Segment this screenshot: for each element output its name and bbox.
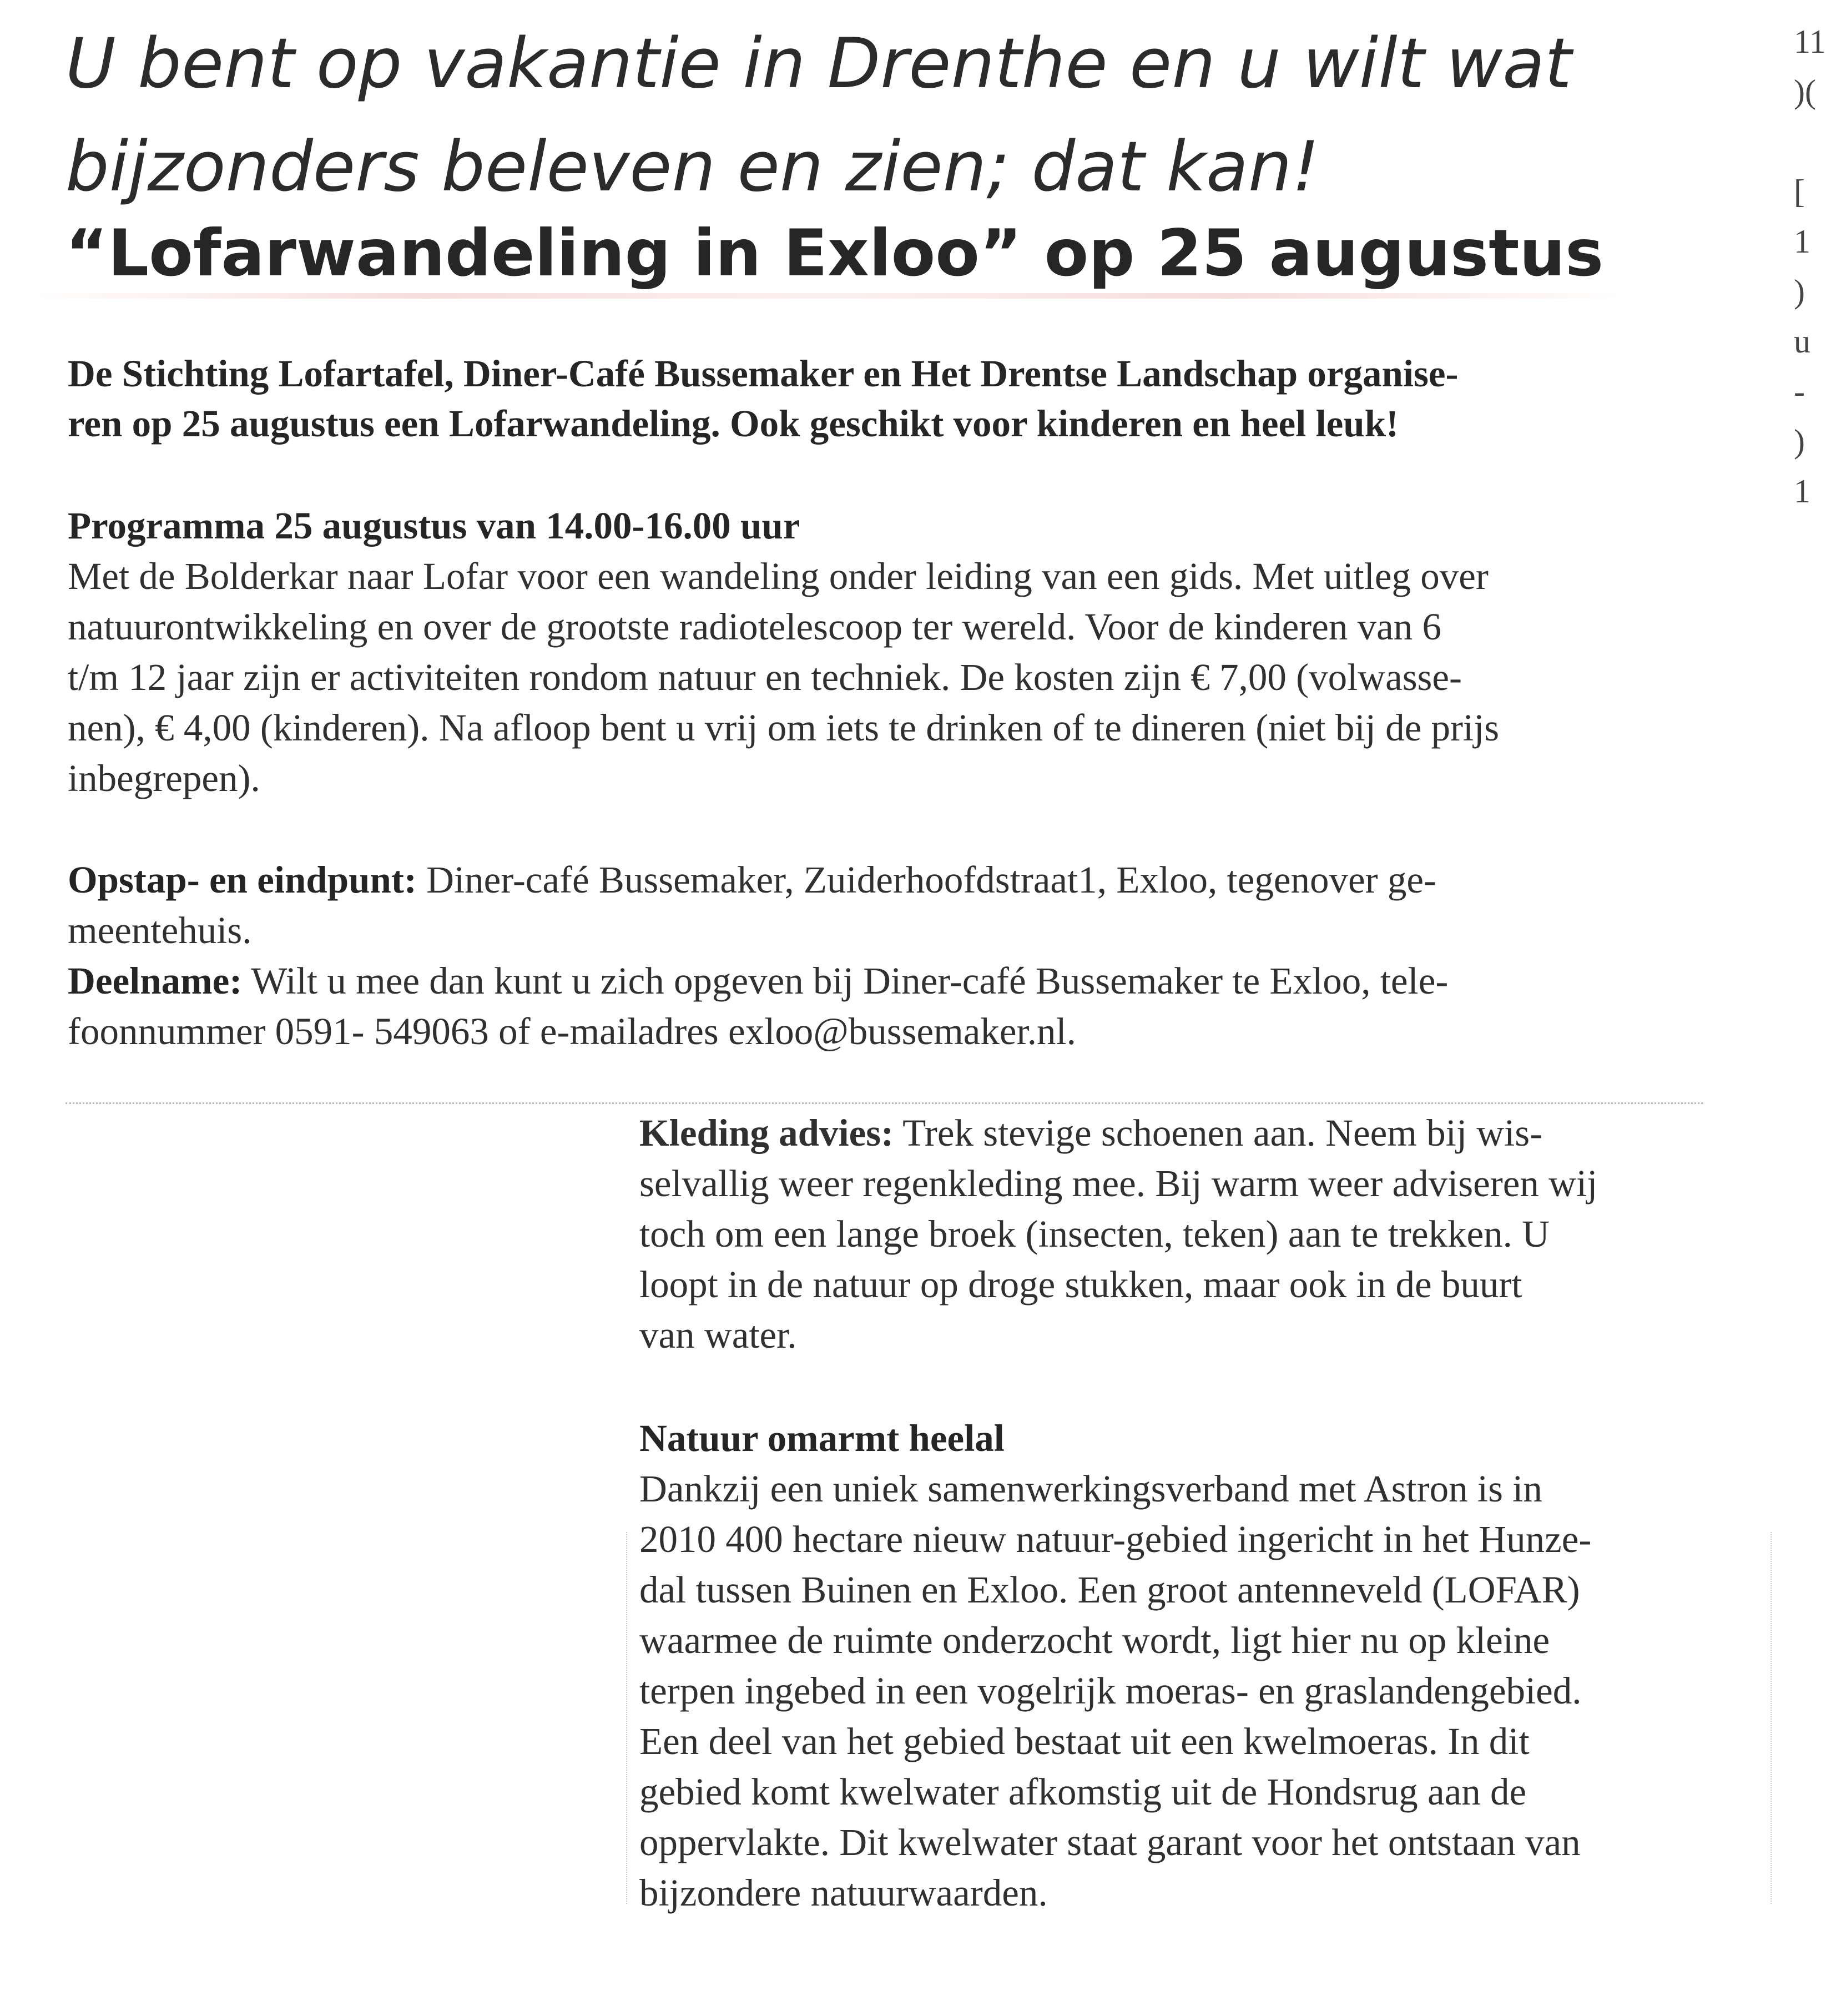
intro-paragraph (68, 349, 1744, 448)
kleding-label: Kleding advies: (639, 1112, 894, 1154)
opstap-label: Opstap- en eindpunt: (68, 859, 417, 901)
natuur-line: Dankzij een uniek samenwerkingsverband met Astron is in (639, 1468, 1542, 1510)
deelname-paragraph (68, 956, 1744, 1057)
headline-line-1: U bent op vakantie in Drenthe en u wilt wat (65, 24, 1572, 104)
programma-body (68, 551, 1744, 804)
natuur-line: oppervlakte. Dit kwelwater staat garant voor het ontstaan van (639, 1821, 1581, 1863)
natuur-line: dal tussen Buinen en Exloo. Een groot antenneveld (LOFAR) (639, 1569, 1580, 1611)
programma-line: inbegrepen). (68, 757, 260, 799)
event-title: “Lofarwandeling in Exloo” op 25 augustus (65, 216, 1604, 291)
programma-line: nen), € 4,00 (kinderen). Na afloop bent u vrij om iets te drinken of te dineren (niet bij de prijs (68, 707, 1500, 749)
opstap-text: Diner-café Bussemaker, Zuiderhoofdstraat1, Exloo, tegenover ge- (416, 859, 1436, 901)
headline-line-2: bijzonders beleven en zien; dat kan! (65, 127, 1320, 207)
intro-line-1: De Stichting Lofartafel, Diner-Café Bussemaker en Het Drentse Landschap organise- (68, 352, 1459, 395)
programma-line: t/m 12 jaar zijn er activiteiten rondom natuur en techniek. De kosten zijn € 7,00 (volwasse- (68, 656, 1462, 698)
natuur-line: terpen ingebed in een vogelrijk moeras- en graslandengebied. (639, 1670, 1582, 1712)
deelname-text: Wilt u mee dan kunt u zich opgeven bij Diner-café Bussemaker te Exloo, tele- (242, 960, 1449, 1002)
deelname-text-cont: foonnummer 0591- 549063 of e-mailadres exloo@bussemaker.nl. (68, 1010, 1076, 1052)
natuur-line: gebied komt kwelwater afkomstig uit de Hondsrug aan de (639, 1771, 1527, 1813)
natuur-line: Een deel van het gebied bestaat uit een kwelmoeras. In dit (639, 1720, 1530, 1762)
opstap-text-cont: meentehuis. (68, 909, 252, 951)
kleding-line: loopt in de natuur op droge stukken, maar ook in de buurt (639, 1263, 1522, 1306)
kleding-line: van water. (639, 1314, 797, 1356)
column-frame (626, 1532, 1772, 1904)
programma-heading: Programma 25 augustus van 14.00-16.00 uur (68, 505, 800, 547)
programma-line: natuurontwikkeling en over de grootste radiotelescoop ter wereld. Voor de kinderen van 6 (68, 606, 1441, 648)
natuur-line: waarmee de ruimte onderzocht wordt, ligt hier nu op kleine (639, 1619, 1550, 1661)
print-smudge (22, 293, 1632, 299)
kleding-text: Trek stevige schoenen aan. Neem bij wis- (894, 1112, 1543, 1154)
section-divider (65, 1102, 1703, 1104)
natuur-line: 2010 400 hectare nieuw natuur-gebied ingericht in het Hunze- (639, 1518, 1592, 1560)
kleding-paragraph (639, 1108, 1744, 1360)
intro-line-2: ren op 25 augustus een Lofarwandeling. Ook geschikt voor kinderen en heel leuk! (68, 402, 1399, 445)
natuur-heading: Natuur omarmt heelal (639, 1417, 1005, 1459)
headline (65, 12, 1703, 219)
opstap-paragraph (68, 855, 1744, 956)
adjacent-column-fragments: 11 )( [ 1 ) u - ) 1 (1794, 23, 1826, 510)
kleding-line: selvallig weer regenkleding mee. Bij warm weer adviseren wij (639, 1162, 1598, 1204)
kleding-line: toch om een lange broek (insecten, teken) aan te trekken. U (639, 1213, 1550, 1255)
programma-line: Met de Bolderkar naar Lofar voor een wandeling onder leiding van een gids. Met uitleg over (68, 555, 1489, 597)
deelname-label: Deelname: (68, 960, 243, 1002)
natuur-line: bijzondere natuurwaarden. (639, 1872, 1048, 1914)
